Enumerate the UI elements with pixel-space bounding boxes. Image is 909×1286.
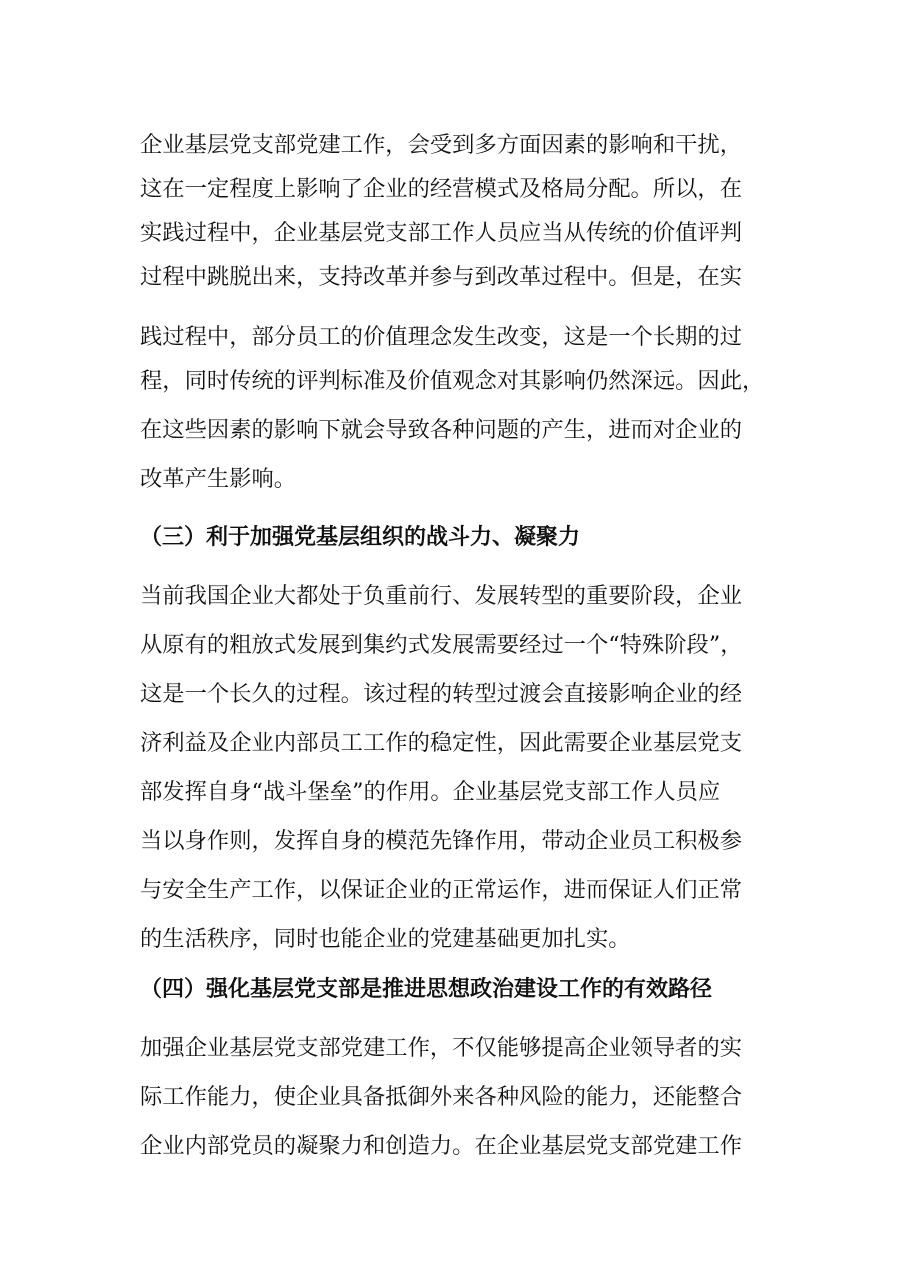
paragraph-2-line-2: 从原有的粗放式发展到集约式发展需要经过一个“特殊阶段”， [140, 632, 743, 658]
paragraph-1-line-4: 过程中跳脱出来，支持改革并参与到改革过程中。但是，在实 [140, 264, 743, 290]
paragraph-3-line-2: 际工作能力，使企业具备抵御外来各种风险的能力，还能整合 [140, 1084, 743, 1110]
paragraph-2-line-4: 济利益及企业内部员工工作的稳定性，因此需要企业基层党支 [140, 730, 743, 756]
paragraph-1-line-1: 企业基层党支部党建工作，会受到多方面因素的影响和干扰， [140, 132, 743, 158]
paragraph-3-line-1: 加强企业基层党支部党建工作，不仅能够提高企业领导者的实 [140, 1035, 743, 1061]
paragraph-3-line-3: 企业内部党员的凝聚力和创造力。在企业基层党支部党建工作 [140, 1133, 743, 1159]
paragraph-2-line-1: 当前我国企业大都处于负重前行、发展转型的重要阶段，企业 [140, 583, 743, 609]
section-heading-4: （四）强化基层党支部是推进思想政治建设工作的有效路径 [140, 977, 713, 1002]
paragraph-1-line-6: 程，同时传统的评判标准及价值观念对其影响仍然深远。因此， [140, 368, 765, 394]
paragraph-1-line-2: 这在一定程度上影响了企业的经营模式及格局分配。所以，在 [140, 176, 743, 202]
paragraph-2-line-5: 部发挥自身“战斗堡垒”的作用。企业基层党支部工作人员应 [140, 779, 721, 805]
paragraph-2-line-6: 当以身作则，发挥自身的模范先锋作用，带动企业员工积极参 [140, 828, 743, 854]
paragraph-2-line-7: 与安全生产工作，以保证企业的正常运作，进而保证人们正常 [140, 877, 743, 903]
paragraph-2-line-3: 这是一个长久的过程。该过程的转型过渡会直接影响企业的经 [140, 681, 743, 707]
paragraph-1-line-5: 践过程中，部分员工的价值理念发生改变，这是一个长期的过 [140, 324, 743, 350]
paragraph-1-line-8: 改革产生影响。 [140, 466, 297, 492]
paragraph-1-line-7: 在这些因素的影响下就会导致各种问题的产生，进而对企业的 [140, 417, 743, 443]
paragraph-2-line-8: 的生活秩序，同时也能企业的党建基础更加扎实。 [140, 926, 631, 952]
section-heading-3: （三）利于加强党基层组织的战斗力、凝聚力 [140, 525, 581, 550]
paragraph-1-line-3: 实践过程中，企业基层党支部工作人员应当从传统的价值评判 [140, 220, 743, 246]
